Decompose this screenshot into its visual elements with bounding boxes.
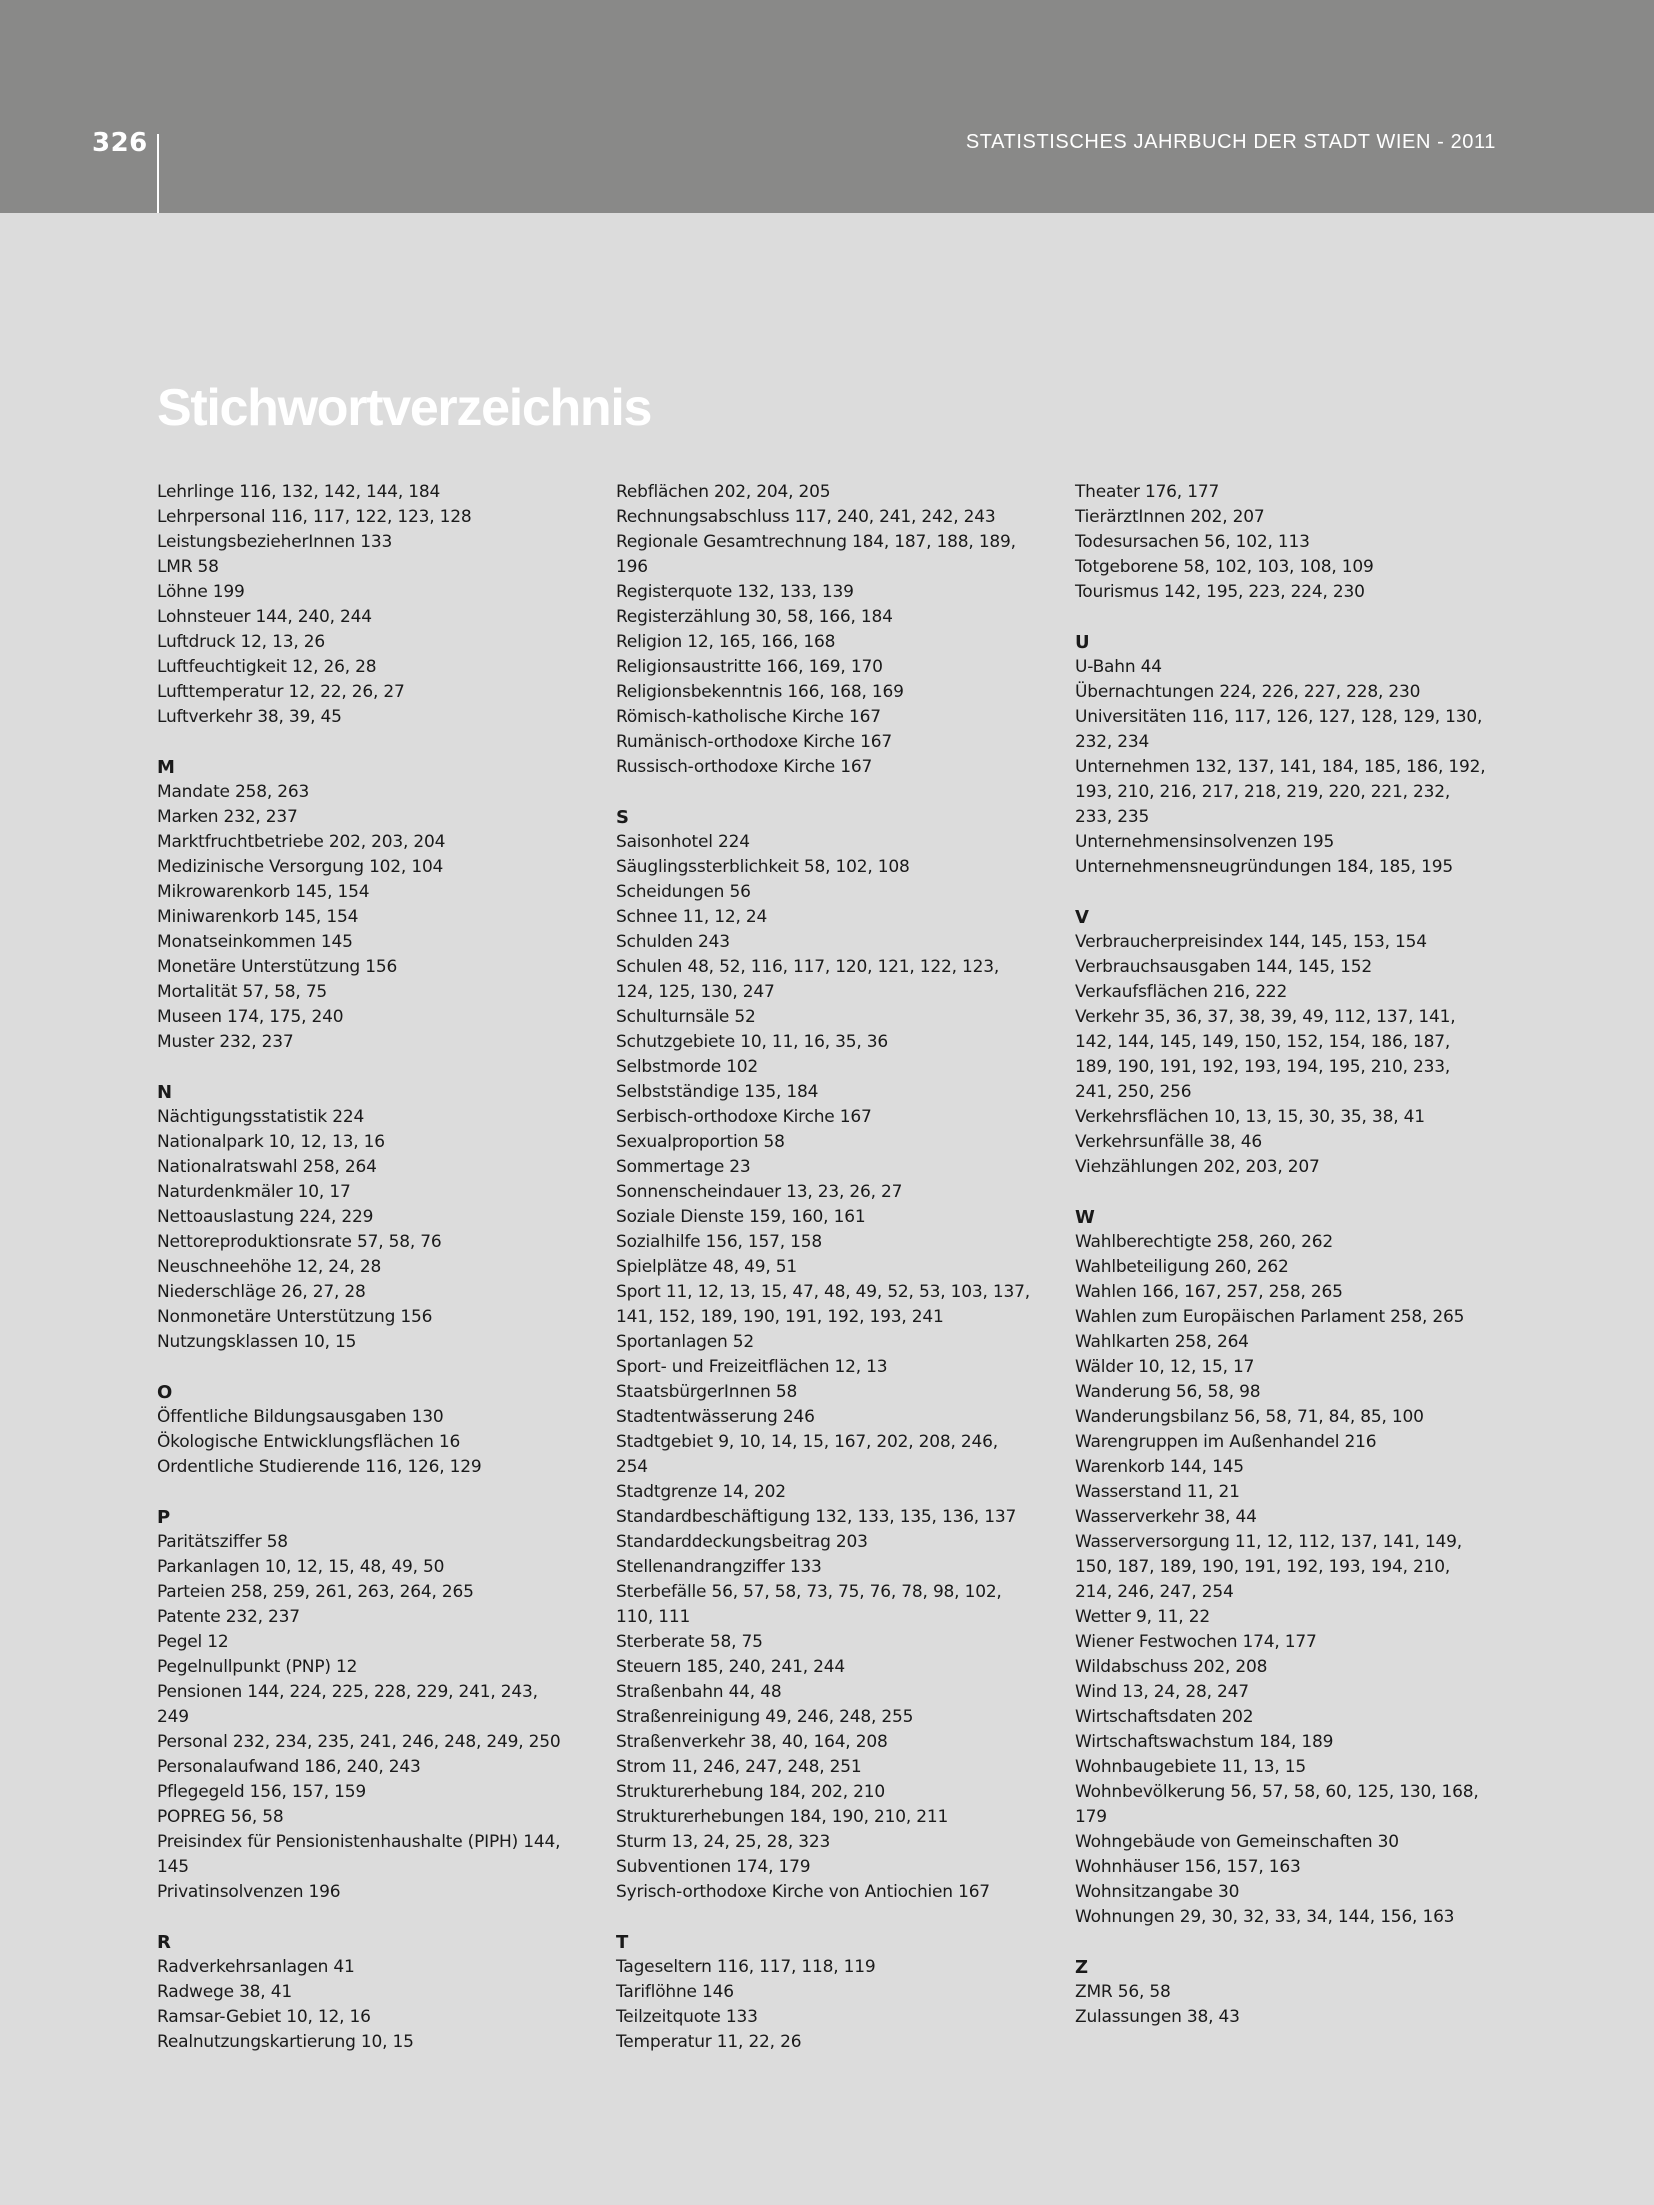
index-entry: Schulen 48, 52, 116, 117, 120, 121, 122, 123, [616,957,1000,977]
index-entry: Russisch-orthodoxe Kirche 167 [616,757,873,777]
index-entry: Tariflöhne 146 [616,1982,734,2002]
index-entry: Wohnhäuser 156, 157, 163 [1075,1857,1301,1877]
index-entry: 241, 250, 256 [1075,1082,1192,1102]
index-entry: Strukturerhebungen 184, 190, 210, 211 [616,1807,949,1827]
index-entry: Registerquote 132, 133, 139 [616,582,854,602]
index-entry: Wahlen zum Europäischen Parlament 258, 265 [1075,1307,1465,1327]
index-entry: Schutzgebiete 10, 11, 16, 35, 36 [616,1032,889,1052]
index-entry: Marken 232, 237 [157,807,298,827]
index-entry: Mikrowarenkorb 145, 154 [157,882,370,902]
index-entry: Lohnsteuer 144, 240, 244 [157,607,372,627]
index-entry: Pensionen 144, 224, 225, 228, 229, 241, 243, [157,1682,538,1702]
index-entry: Stadtentwässerung 246 [616,1407,815,1427]
index-entry: Übernachtungen 224, 226, 227, 228, 230 [1075,682,1421,702]
index-entry: Ramsar-Gebiet 10, 12, 16 [157,2007,371,2027]
index-entry: 233, 235 [1075,807,1150,827]
index-entry: Tourismus 142, 195, 223, 224, 230 [1075,582,1365,602]
index-entry: Säuglingssterblichkeit 58, 102, 108 [616,857,910,877]
index-entry: Wiener Festwochen 174, 177 [1075,1632,1317,1652]
index-entry: Mortalität 57, 58, 75 [157,982,328,1002]
index-entry: Sozialhilfe 156, 157, 158 [616,1232,823,1252]
index-entry: Lehrlinge 116, 132, 142, 144, 184 [157,482,441,502]
index-entry: Sport 11, 12, 13, 15, 47, 48, 49, 52, 53, 103, 137, [616,1282,1030,1302]
index-entry: Personal 232, 234, 235, 241, 246, 248, 249, 250 [157,1732,561,1752]
index-entry: Nutzungsklassen 10, 15 [157,1332,357,1352]
index-letter-heading: S [616,807,629,828]
index-entry: Warenkorb 144, 145 [1075,1457,1244,1477]
index-letter-heading: P [157,1507,171,1528]
index-entry: Regionale Gesamtrechnung 184, 187, 188, 189, [616,532,1016,552]
index-entry: Museen 174, 175, 240 [157,1007,344,1027]
index-entry: Lufttemperatur 12, 22, 26, 27 [157,682,405,702]
index-entry: Sexualproportion 58 [616,1132,785,1152]
index-entry: Sturm 13, 24, 25, 28, 323 [616,1832,831,1852]
index-entry: Wohnbevölkerung 56, 57, 58, 60, 125, 130, 168, [1075,1782,1479,1802]
index-entry: Rebflächen 202, 204, 205 [616,482,831,502]
index-letter-heading: O [157,1382,173,1403]
index-entry: Straßenreinigung 49, 246, 248, 255 [616,1707,914,1727]
index-entry: Monetäre Unterstützung 156 [157,957,398,977]
index-letter-heading: U [1075,632,1090,653]
index-entry: Luftfeuchtigkeit 12, 26, 28 [157,657,377,677]
index-entry: Neuschneehöhe 12, 24, 28 [157,1257,382,1277]
index-entry: Subventionen 174, 179 [616,1857,811,1877]
index-entry: Unternehmen 132, 137, 141, 184, 185, 186, 192, [1075,757,1486,777]
index-column-2 [616,480,1056,2055]
index-entry: Luftverkehr 38, 39, 45 [157,707,342,727]
index-entry: LeistungsbezieherInnen 133 [157,532,393,552]
index-entry: Verbrauchsausgaben 144, 145, 152 [1075,957,1372,977]
index-entry: Realnutzungskartierung 10, 15 [157,2032,414,2052]
index-entry: Pflegegeld 156, 157, 159 [157,1782,366,1802]
index-entry: Steuern 185, 240, 241, 244 [616,1657,846,1677]
index-entry: Religionsaustritte 166, 169, 170 [616,657,883,677]
index-entry: 214, 246, 247, 254 [1075,1582,1234,1602]
index-entry: Wohnungen 29, 30, 32, 33, 34, 144, 156, 163 [1075,1907,1455,1927]
index-entry: Nettoreproduktionsrate 57, 58, 76 [157,1232,442,1252]
index-entry: Stellenandrangziffer 133 [616,1557,822,1577]
index-entry: Selbstmorde 102 [616,1057,759,1077]
index-entry: Wasserversorgung 11, 12, 112, 137, 141, 149, [1075,1532,1462,1552]
index-entry: Religion 12, 165, 166, 168 [616,632,836,652]
index-entry: POPREG 56, 58 [157,1807,284,1827]
index-entry: Ökologische Entwicklungsflächen 16 [157,1432,461,1452]
index-entry: Schulturnsäle 52 [616,1007,756,1027]
index-letter-heading: R [157,1932,171,1953]
index-entry: 124, 125, 130, 247 [616,982,775,1002]
index-entry: Scheidungen 56 [616,882,751,902]
page-number: 326 [92,128,148,158]
publication-title: STATISTISCHES JAHRBUCH DER STADT WIEN - 2011 [965,131,1496,153]
index-entry: Parteien 258, 259, 261, 263, 264, 265 [157,1582,474,1602]
index-entry: Wasserverkehr 38, 44 [1075,1507,1257,1527]
index-entry: Verkaufsflächen 216, 222 [1075,982,1288,1002]
index-entry: Wirtschaftsdaten 202 [1075,1707,1254,1727]
index-entry: Spielplätze 48, 49, 51 [616,1257,797,1277]
index-entry: Rechnungsabschluss 117, 240, 241, 242, 243 [616,507,996,527]
index-entry: Temperatur 11, 22, 26 [616,2032,802,2052]
index-entry: Wetter 9, 11, 22 [1075,1607,1210,1627]
index-entry: Teilzeitquote 133 [616,2007,758,2027]
index-entry: Miniwarenkorb 145, 154 [157,907,359,927]
index-entry: LMR 58 [157,557,219,577]
index-entry: Straßenbahn 44, 48 [616,1682,782,1702]
index-entry: Parkanlagen 10, 12, 15, 48, 49, 50 [157,1557,445,1577]
index-entry: Paritätsziffer 58 [157,1532,288,1552]
index-entry: Preisindex für Pensionistenhaushalte (PIPH) 144, [157,1832,561,1852]
index-entry: Verkehrsflächen 10, 13, 15, 30, 35, 38, 41 [1075,1107,1425,1127]
index-entry: Rumänisch-orthodoxe Kirche 167 [616,732,892,752]
index-entry: Luftdruck 12, 13, 26 [157,632,325,652]
index-entry: Nettoauslastung 224, 229 [157,1207,374,1227]
index-letter-heading: W [1075,1207,1095,1228]
index-entry: Totgeborene 58, 102, 103, 108, 109 [1075,557,1374,577]
index-entry: Sonnenscheindauer 13, 23, 26, 27 [616,1182,903,1202]
index-entry: Nationalpark 10, 12, 13, 16 [157,1132,385,1152]
index-entry: Warengruppen im Außenhandel 216 [1075,1432,1377,1452]
index-entry: Medizinische Versorgung 102, 104 [157,857,444,877]
index-entry: TierärztInnen 202, 207 [1075,507,1265,527]
index-entry: ZMR 56, 58 [1075,1982,1171,2002]
index-entry: Mandate 258, 263 [157,782,310,802]
index-entry: Marktfruchtbetriebe 202, 203, 204 [157,832,446,852]
index-entry: Universitäten 116, 117, 126, 127, 128, 129, 130, [1075,707,1483,727]
header-divider [157,134,159,213]
index-entry: Wohnbaugebiete 11, 13, 15 [1075,1757,1307,1777]
index-entry: Wahlkarten 258, 264 [1075,1332,1249,1352]
index-entry: Pegel 12 [157,1632,229,1652]
index-entry: Öffentliche Bildungsausgaben 130 [157,1407,444,1427]
index-entry: Muster 232, 237 [157,1032,294,1052]
index-entry: Radverkehrsanlagen 41 [157,1957,355,1977]
index-entry: Zulassungen 38, 43 [1075,2007,1240,2027]
index-entry: Wahlen 166, 167, 257, 258, 265 [1075,1282,1343,1302]
index-entry: Straßenverkehr 38, 40, 164, 208 [616,1732,888,1752]
index-entry: 145 [157,1857,189,1877]
index-entry: Sterberate 58, 75 [616,1632,763,1652]
index-entry: 142, 144, 145, 149, 150, 152, 154, 186, 187, [1075,1032,1451,1052]
index-entry: Religionsbekenntnis 166, 168, 169 [616,682,904,702]
index-entry: Wanderungsbilanz 56, 58, 71, 84, 85, 100 [1075,1407,1424,1427]
index-entry: Wälder 10, 12, 15, 17 [1075,1357,1255,1377]
index-entry: Wind 13, 24, 28, 247 [1075,1682,1249,1702]
index-column-3 [1075,480,1515,2030]
index-letter-heading: T [616,1932,629,1953]
index-entry: Wahlbeteiligung 260, 262 [1075,1257,1289,1277]
index-entry: Wohnsitzangabe 30 [1075,1882,1240,1902]
index-entry: Niederschläge 26, 27, 28 [157,1282,366,1302]
index-entry: Lehrpersonal 116, 117, 122, 123, 128 [157,507,472,527]
index-entry: Todesursachen 56, 102, 113 [1075,532,1310,552]
index-entry: Verkehrsunfälle 38, 46 [1075,1132,1263,1152]
index-entry: Wohngebäude von Gemeinschaften 30 [1075,1832,1399,1852]
index-entry: Nationalratswahl 258, 264 [157,1157,377,1177]
index-entry: Privatinsolvenzen 196 [157,1882,341,1902]
index-entry: Nächtigungsstatistik 224 [157,1107,365,1127]
index-entry: U-Bahn 44 [1075,657,1162,677]
index-entry: Römisch-katholische Kirche 167 [616,707,881,727]
index-entry: Monatseinkommen 145 [157,932,353,952]
index-entry: 141, 152, 189, 190, 191, 192, 193, 241 [616,1307,944,1327]
index-entry: Verbraucherpreisindex 144, 145, 153, 154 [1075,932,1427,952]
index-entry: Personalaufwand 186, 240, 243 [157,1757,421,1777]
index-letter-heading: N [157,1082,173,1103]
index-entry: Sommertage 23 [616,1157,751,1177]
index-entry: 249 [157,1707,189,1727]
index-letter-heading: M [157,757,175,778]
index-letter-heading: V [1075,907,1089,928]
index-entry: Sport- und Freizeitflächen 12, 13 [616,1357,888,1377]
index-entry: Patente 232, 237 [157,1607,300,1627]
index-entry: Wirtschaftswachstum 184, 189 [1075,1732,1334,1752]
index-entry: Registerzählung 30, 58, 166, 184 [616,607,893,627]
index-entry: Syrisch-orthodoxe Kirche von Antiochien 167 [616,1882,990,1902]
index-entry: Radwege 38, 41 [157,1982,292,2002]
index-entry: Theater 176, 177 [1075,482,1220,502]
index-entry: 179 [1075,1807,1107,1827]
index-title: Stichwortverzeichnis [157,379,652,437]
index-entry: StaatsbürgerInnen 58 [616,1382,798,1402]
index-entry: Wanderung 56, 58, 98 [1075,1382,1261,1402]
index-entry: Naturdenkmäler 10, 17 [157,1182,351,1202]
index-entry: Saisonhotel 224 [616,832,750,852]
index-entry: Soziale Dienste 159, 160, 161 [616,1207,866,1227]
index-entry: Schulden 243 [616,932,730,952]
index-entry: Viehzählungen 202, 203, 207 [1075,1157,1320,1177]
index-entry: Schnee 11, 12, 24 [616,907,768,927]
index-entry: 150, 187, 189, 190, 191, 192, 193, 194, 210, [1075,1557,1451,1577]
index-entry: Strukturerhebung 184, 202, 210 [616,1782,885,1802]
page-header [0,0,1654,213]
index-entry: Wildabschuss 202, 208 [1075,1657,1268,1677]
index-entry: Standardbeschäftigung 132, 133, 135, 136, 137 [616,1507,1017,1527]
index-entry: 189, 190, 191, 192, 193, 194, 195, 210, 233, [1075,1057,1451,1077]
index-entry: Verkehr 35, 36, 37, 38, 39, 49, 112, 137, 141, [1075,1007,1456,1027]
index-entry: 110, 111 [616,1607,691,1627]
index-entry: Pegelnullpunkt (PNP) 12 [157,1657,358,1677]
index-entry: Wahlberechtigte 258, 260, 262 [1075,1232,1333,1252]
index-entry: Stadtgrenze 14, 202 [616,1482,786,1502]
index-entry: 254 [616,1457,648,1477]
index-entry: Löhne 199 [157,582,245,602]
index-letter-heading: Z [1075,1957,1089,1978]
index-entry: Unternehmensinsolvenzen 195 [1075,832,1335,852]
index-entry: 196 [616,557,648,577]
index-entry: Strom 11, 246, 247, 248, 251 [616,1757,862,1777]
index-entry: 193, 210, 216, 217, 218, 219, 220, 221, 232, [1075,782,1451,802]
index-entry: Selbstständige 135, 184 [616,1082,819,1102]
index-entry: 232, 234 [1075,732,1150,752]
index-entry: Nonmonetäre Unterstützung 156 [157,1307,433,1327]
index-entry: Unternehmensneugründungen 184, 185, 195 [1075,857,1453,877]
index-entry: Serbisch-orthodoxe Kirche 167 [616,1107,872,1127]
index-entry: Ordentliche Studierende 116, 126, 129 [157,1457,482,1477]
index-entry: Sportanlagen 52 [616,1332,755,1352]
index-column-1 [157,480,597,2055]
index-entry: Wasserstand 11, 21 [1075,1482,1240,1502]
index-entry: Standarddeckungsbeitrag 203 [616,1532,868,1552]
index-entry: Stadtgebiet 9, 10, 14, 15, 167, 202, 208, 246, [616,1432,998,1452]
index-entry: Tageseltern 116, 117, 118, 119 [616,1957,876,1977]
index-entry: Sterbefälle 56, 57, 58, 73, 75, 76, 78, 98, 102, [616,1582,1002,1602]
